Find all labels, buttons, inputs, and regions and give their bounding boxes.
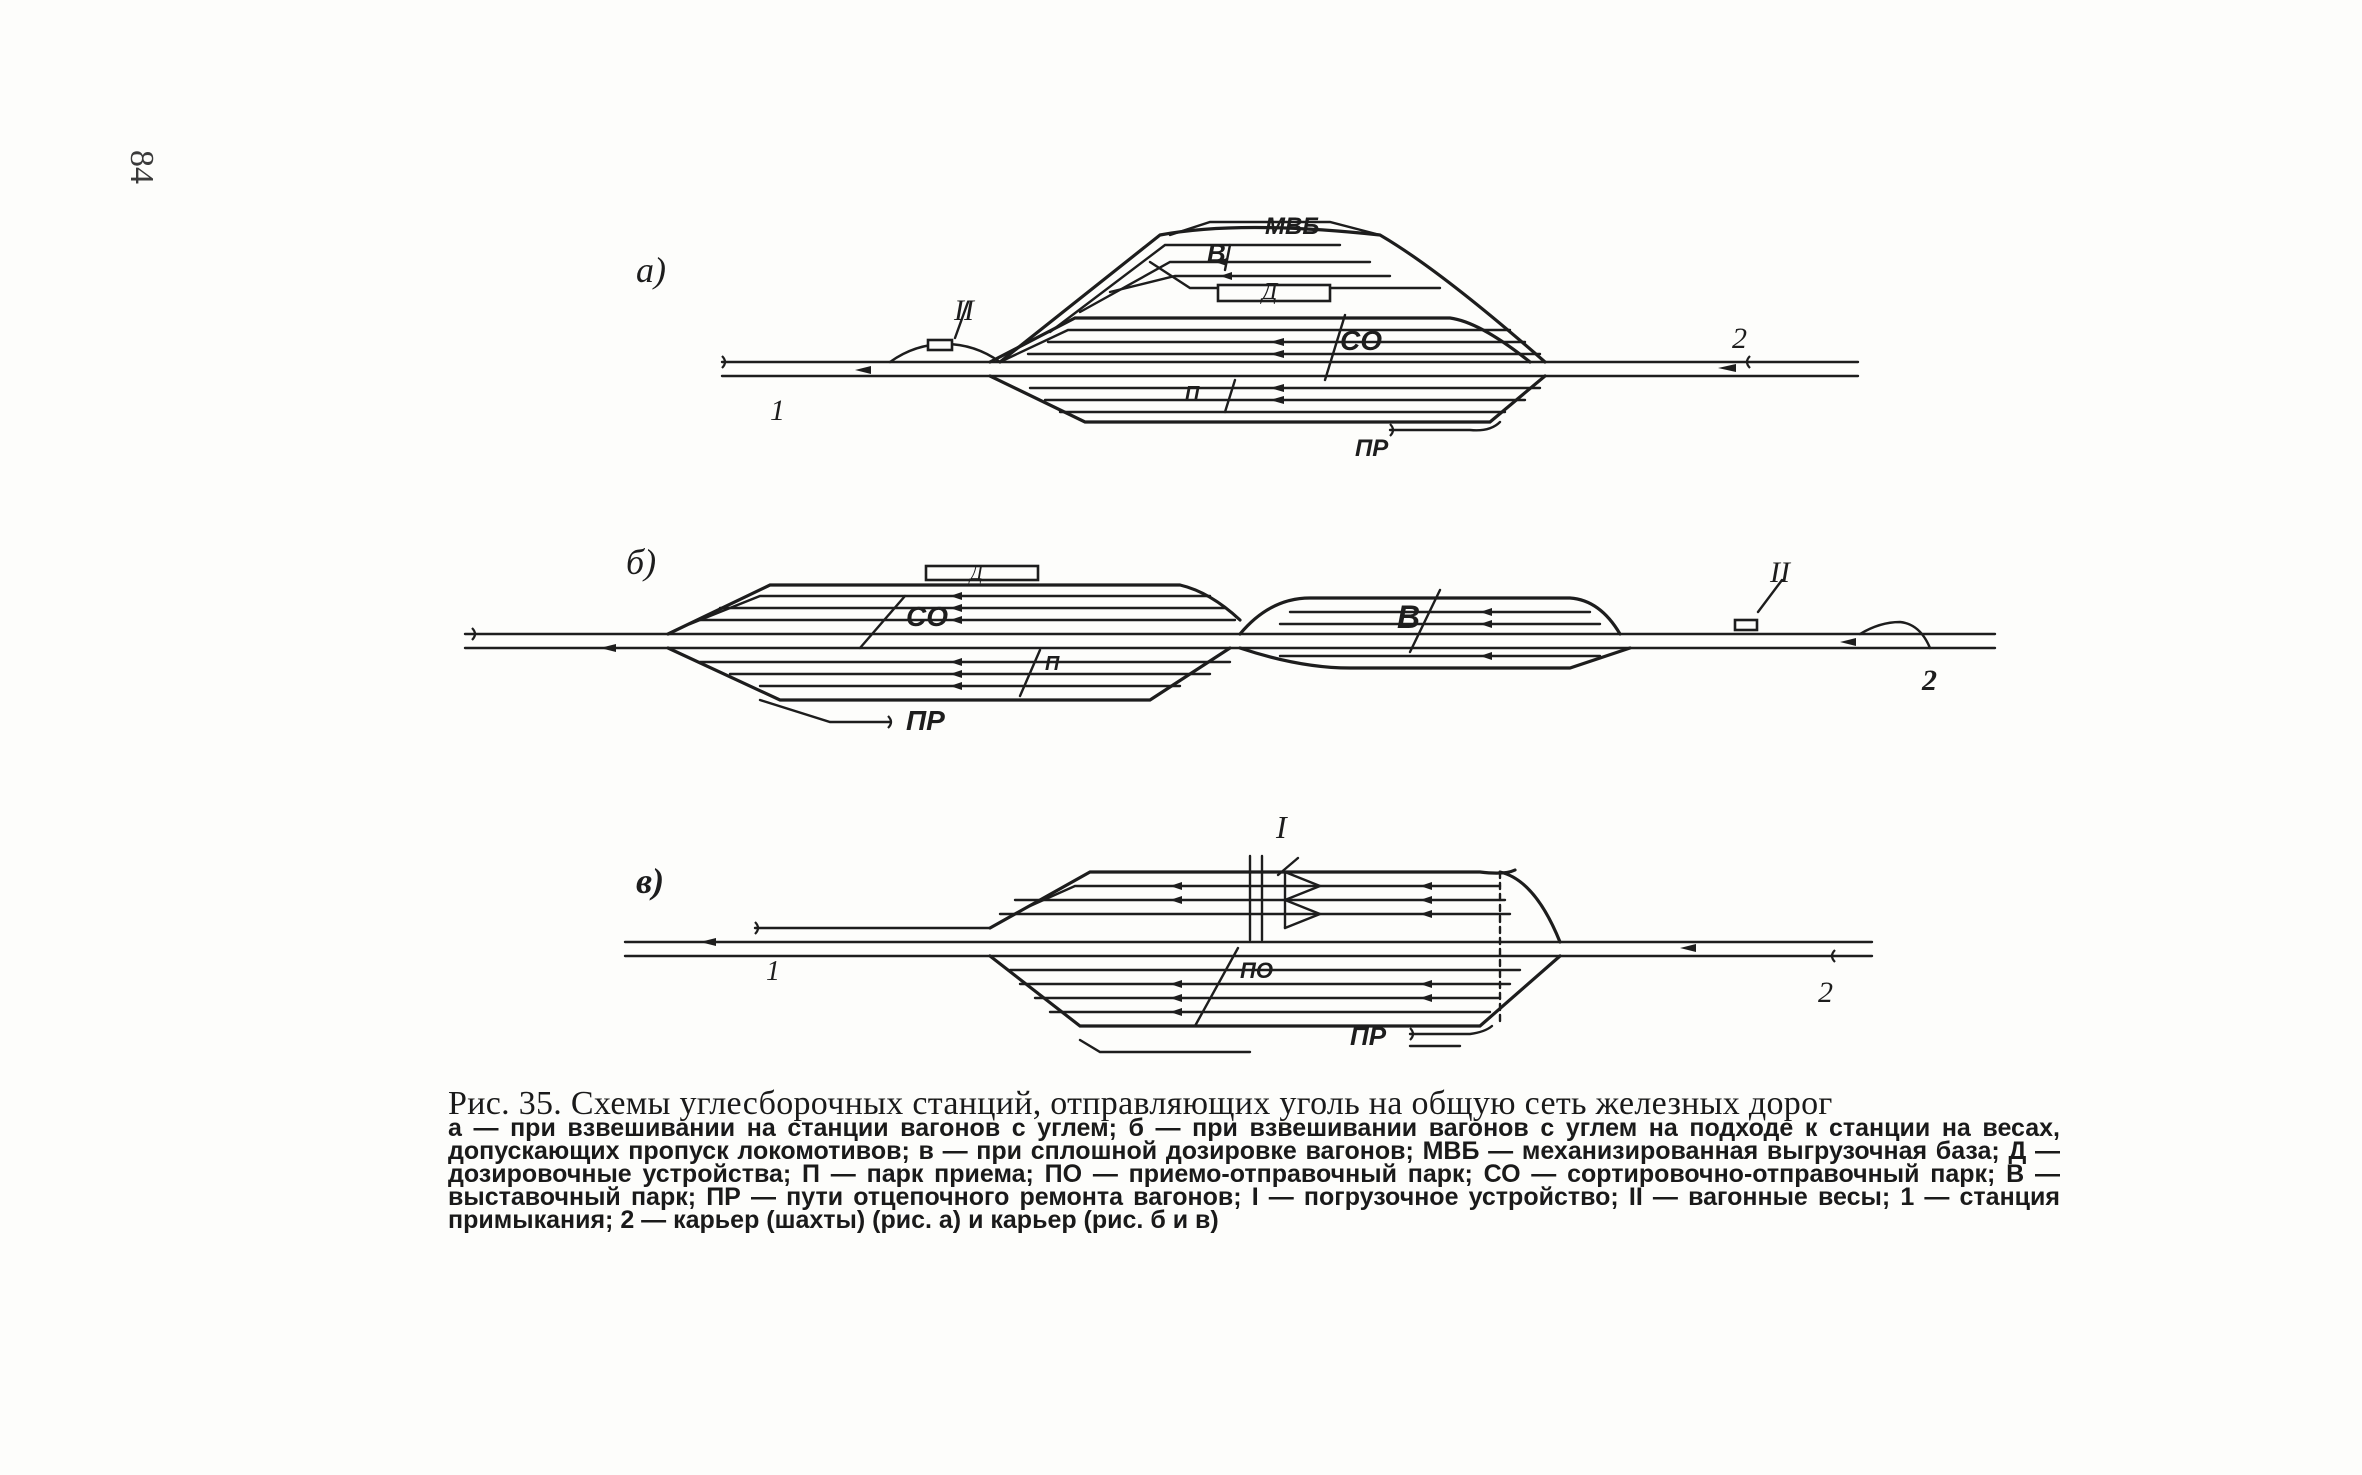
scheme-b-end-right: 2 <box>1922 664 1937 697</box>
scheme-c-departure-label: ПО <box>1240 958 1273 983</box>
scheme-a-dosing-label: Д <box>1262 279 1278 305</box>
scheme-b-display-label: В <box>1397 599 1421 635</box>
scheme-a-receiving-label: П <box>1185 383 1200 405</box>
scheme-b <box>465 542 1995 736</box>
scheme-b-yard-left <box>668 585 1240 728</box>
scheme-b-repair-label: ПР <box>906 705 945 736</box>
scheme-a-tag: а) <box>636 250 666 290</box>
scheme-a-display-label: В <box>1207 238 1226 268</box>
scheme-b-scales-label: II <box>1770 556 1790 589</box>
scheme-c-tag: в) <box>636 861 665 901</box>
caption-title: Рис. 35. Схемы углесборочных станций, отправляющих уголь на общую сеть железных дорог <box>448 1085 1833 1122</box>
scheme-a-mvb-label: МВБ <box>1265 213 1320 240</box>
scheme-c-mainline <box>625 922 1872 962</box>
scheme-a-end-left: 1 <box>770 394 785 427</box>
scheme-a-scales <box>890 294 1000 362</box>
scheme-b-dosing-label: Д <box>970 562 983 584</box>
scheme-a-end-right: 2 <box>1732 322 1747 355</box>
scheme-c-loader-label: I <box>1276 809 1287 845</box>
figure-caption <box>448 1085 2060 1234</box>
scheme-b-receiving-label: П <box>1045 653 1060 675</box>
scheme-c-end-right: 2 <box>1818 976 1833 1009</box>
scheme-c-yard <box>990 870 1560 1052</box>
page-number: 84 <box>123 150 160 184</box>
scheme-b-tag: б) <box>626 542 657 582</box>
scheme-a-sorting-label: СО <box>1340 325 1382 356</box>
scheme-a-scales-label: II <box>954 294 974 327</box>
scheme-c-loader <box>1250 809 1320 940</box>
scheme-a-repair-label: ПР <box>1355 435 1389 462</box>
caption-body: а — при взвешивании на станции вагонов с углем; б — при взвешивании вагонов с углем на подходе к станции на весах, допускающих пропуск локомотивов; в — при сплошной дозировке вагонов; МВБ — механизированная выгрузочная база; Д — дозировочные устройства; П — парк приема; ПО — приемо-отправочный парк; СО — сортировочно-отправочный парк; В — выставочный парк; ПР — пути отцепочного ремонта вагонов; I — погрузочное устройство; II — вагонные весы; 1 — станция примыкания; 2 — карьер (шахты) (рис. а) и карьер (рис. б и в) <box>448 1114 2060 1234</box>
scheme-a <box>636 213 1858 462</box>
scheme-c-repair-label: ПР <box>1350 1021 1387 1051</box>
scheme-b-sorting-label: СО <box>906 601 948 632</box>
scheme-c-end-left: 1 <box>766 956 780 987</box>
scheme-c <box>625 809 1872 1052</box>
